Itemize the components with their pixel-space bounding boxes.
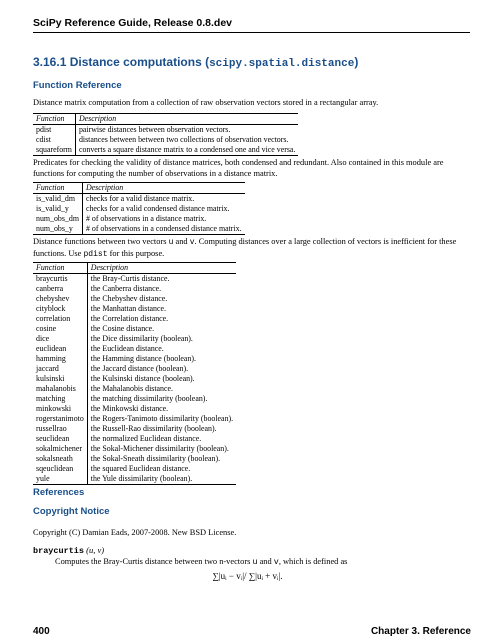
section-module: scipy.spatial.distance [209,58,355,70]
table-row [33,294,236,304]
table-row [33,194,245,205]
description-cell: the Canberra distance. [90,284,162,293]
table-row [33,284,236,294]
description-cell: the normalized Euclidean distance. [90,434,202,443]
description-cell: the Euclidean distance. [90,344,164,353]
function-signature [33,545,104,556]
copyright-heading: Copyright Notice [33,506,110,517]
section-heading [33,55,358,70]
section-number: 3.16.1 [33,55,67,69]
description-cell: checks for a valid condensed distance matrix. [85,204,230,213]
table-header-row [33,183,245,194]
description-cell: checks for a valid distance matrix. [85,194,195,203]
description-cell: the matching dissimilarity (boolean). [90,394,208,403]
description-cell: the Yule dissimilarity (boolean). [90,474,193,483]
table-row [33,354,236,364]
function-name-cell: cityblock [33,304,87,314]
table-row [33,135,298,145]
function-name-cell: braycurtis [33,274,87,285]
function-description: Computes the Bray-Curtis distance between two n-vectors u and v, which is defined as [55,557,348,567]
function-name-cell: euclidean [33,344,87,354]
function-name-cell: hamming [33,354,87,364]
description-cell: converts a square distance matrix to a condensed one and vice versa. [78,145,296,154]
table-row [33,274,236,285]
bray-curtis-formula: ∑|uᵢ − vᵢ|/ ∑|uᵢ + vᵢ|. [212,571,283,581]
description-cell: the Rogers-Tanimoto dissimilarity (boolean). [90,414,234,423]
description-cell: the Manhattan distance. [90,304,166,313]
table-row [33,334,236,344]
table-row [33,224,245,235]
description-cell: # of observations in a distance matrix. [85,214,207,223]
running-header-title: SciPy Reference Guide, Release 0.8.dev [33,17,233,29]
header-description: Description [90,263,129,272]
page-number: 400 [33,626,50,637]
function-name-cell: pdist [33,125,75,136]
function-name-cell: rogerstanimoto [33,414,87,424]
description-cell: the Sokal-Michener dissimilarity (boolean). [90,444,229,453]
function-args: (u, v) [86,545,105,555]
table-row [33,444,236,454]
function-name-cell: minkowski [33,404,87,414]
table-row [33,314,236,324]
description-cell: the Correlation distance. [90,314,169,323]
description-cell: pairwise distances between observation vectors. [78,125,231,134]
description-cell: # of observations in a condensed distance matrix. [85,224,242,233]
table-row [33,394,236,404]
function-name-cell: canberra [33,284,87,294]
matrix-functions-table [33,113,298,156]
description-cell: the Mahalanobis distance. [90,384,173,393]
function-name-cell: cosine [33,324,87,334]
table-row [33,304,236,314]
distance-functions-table [33,262,236,485]
section-close: ) [354,55,359,69]
function-name-cell: sqeuclidean [33,464,87,474]
table-row [33,414,236,424]
header-description: Description [85,183,124,192]
header-function: Function [33,114,75,125]
function-name-cell: kulsinski [33,374,87,384]
header-description: Description [78,114,117,123]
function-name-cell: mahalanobis [33,384,87,394]
table-header-row [33,263,236,274]
distance-functions-paragraph: Distance functions between two vectors u and v. Computing distances over a large collection of vectors is inefficient for these functions. Use pdist for this purpose. [33,237,457,259]
function-name-cell: is_valid_y [33,204,82,214]
table-header-row [33,114,298,125]
function-name-cell: yule [33,474,87,485]
table-row [33,364,236,374]
predicates-paragraph: Predicates for checking the validity of distance matrices, both condensed and redundant. Also contained in this module are functions for computing the number of observations in a distance matrix. [33,158,444,178]
copyright-text: Copyright (C) Damian Eads, 2007-2008. New BSD License. [33,528,237,537]
chapter-label: Chapter 3. Reference [370,626,471,637]
function-name-cell: seuclidean [33,434,87,444]
function-name-cell: chebyshev [33,294,87,304]
function-name-cell: num_obs_y [33,224,82,235]
table-row [33,204,245,214]
table-row [33,384,236,394]
function-name: braycurtis [33,546,85,556]
predicate-functions-table [33,182,245,235]
table-row [33,454,236,464]
description-cell: the Sokal-Sneath dissimilarity (boolean). [90,454,221,463]
function-name-cell: jaccard [33,364,87,374]
running-header [33,14,470,33]
function-name-cell: is_valid_dm [33,194,82,205]
function-name-cell: cdist [33,135,75,145]
function-name-cell: sokalsneath [33,454,87,464]
description-cell: distances between between two collections of observation vectors. [78,135,289,144]
table-row [33,434,236,444]
description-cell: the Minkowski distance. [90,404,169,413]
table-row [33,374,236,384]
description-cell: the Jaccard distance (boolean). [90,364,189,373]
function-name-cell: correlation [33,314,87,324]
function-name-cell: matching [33,394,87,404]
header-function: Function [33,183,82,194]
intro-paragraph: Distance matrix computation from a collection of raw observation vectors stored in a rectangular array. [33,98,379,107]
table-row [33,464,236,474]
table-row [33,404,236,414]
table-row [33,145,298,156]
table-row [33,474,236,485]
description-cell: the Hamming distance (boolean). [90,354,196,363]
description-cell: the Chebyshev distance. [90,294,168,303]
table-row [33,324,236,334]
table-row [33,424,236,434]
section-title: Distance computations ( [69,55,210,69]
function-reference-heading: Function Reference [33,80,122,91]
function-name-cell: dice [33,334,87,344]
table-row [33,125,298,136]
description-cell: the Kulsinski distance (boolean). [90,374,195,383]
table-row [33,214,245,224]
table-row [33,344,236,354]
references-heading: References [33,487,85,498]
description-cell: the Bray-Curtis distance. [90,274,170,283]
function-name-cell: num_obs_dm [33,214,82,224]
description-cell: the Dice dissimilarity (boolean). [90,334,193,343]
description-cell: the squared Euclidean distance. [90,464,191,473]
description-cell: the Cosine distance. [90,324,155,333]
description-cell: the Russell-Rao dissimilarity (boolean). [90,424,217,433]
function-name-cell: sokalmichener [33,444,87,454]
function-name-cell: russellrao [33,424,87,434]
function-name-cell: squareform [33,145,75,156]
header-function: Function [33,263,87,274]
